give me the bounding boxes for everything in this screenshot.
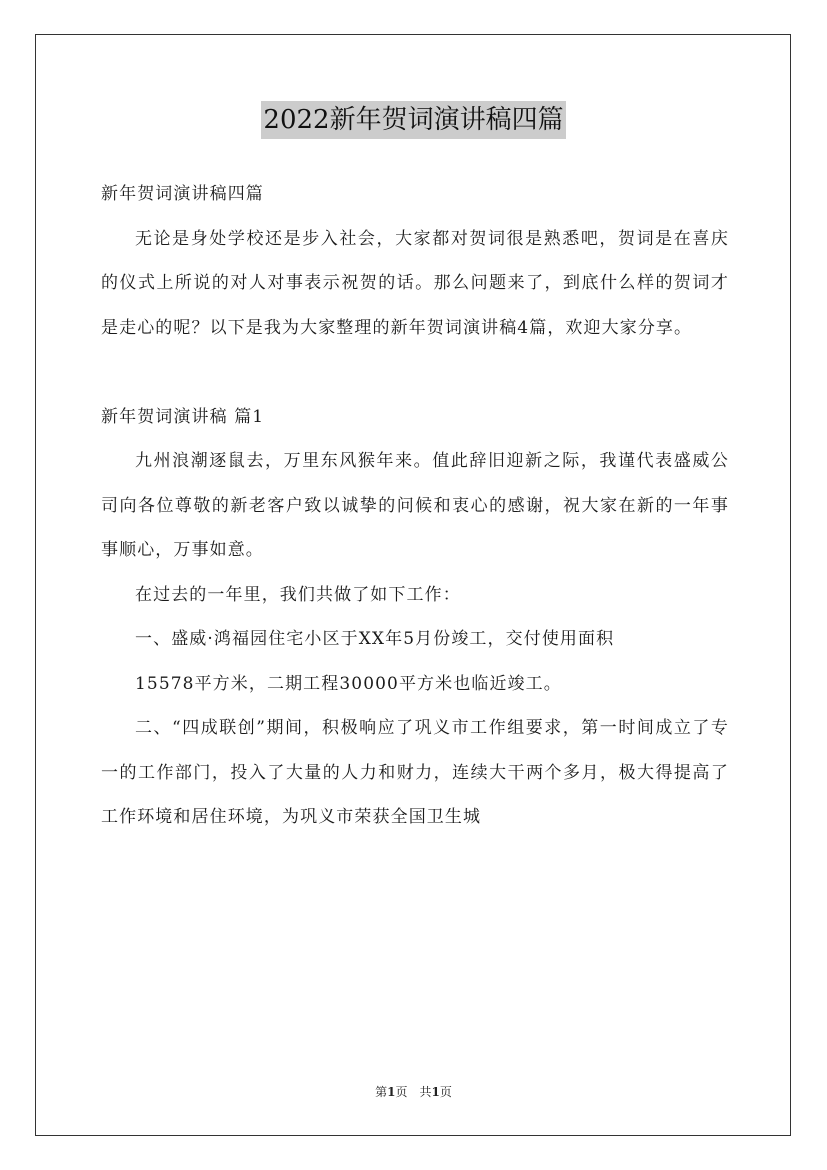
body-paragraph: 在过去的一年里，我们共做了如下工作： [135, 584, 461, 605]
page-number-suffix: 页 [439, 1085, 452, 1099]
list-item-1: 一、盛威·鸿福园住宅小区于XX年5月份竣工，交付使用面积 [135, 629, 615, 649]
title-container [0, 101, 827, 139]
body-paragraph: 九州浪潮逐鼠去，万里东风猴年来。值此辞旧迎新之际，我谨代表盛威公司向各位尊敬的新老客户致以诚挚的问候和衷心的感谢，祝大家在新的一年事事顺心，万事如意。 [101, 451, 729, 560]
document-title: 2022新年贺词演讲稿四篇 [261, 101, 565, 139]
page-number-mid: 页 共 [395, 1085, 432, 1099]
list-item-1-continued: 15578平方米，二期工程30000平方米也临近竣工。 [135, 673, 562, 694]
section-heading: 新年贺词演讲稿四篇 [101, 184, 264, 204]
list-item-2: 二、“四成联创”期间，积极响应了巩义市工作组要求，第一时间成立了专一的工作部门，投入了大量的人力和财力，连续大干两个多月，极大得提高了工作环境和居住环境，为巩义市荣获全国卫生城 [101, 718, 729, 827]
intro-paragraph: 无论是身处学校还是步入社会，大家都对贺词很是熟悉吧，贺词是在喜庆的仪式上所说的对人对事表示祝贺的话。那么问题来了，到底什么样的贺词才是走心的呢？以下是我为大家整理的新年贺词演讲稿4篇，欢迎大家分享。 [101, 228, 729, 338]
document-body [101, 172, 729, 840]
page-number-prefix: 第 [375, 1085, 388, 1099]
page-number-total: 1 [431, 1085, 440, 1099]
page-footer [0, 1084, 827, 1100]
section-heading-1: 新年贺词演讲稿 篇1 [101, 406, 265, 427]
page-number-current: 1 [387, 1085, 396, 1099]
